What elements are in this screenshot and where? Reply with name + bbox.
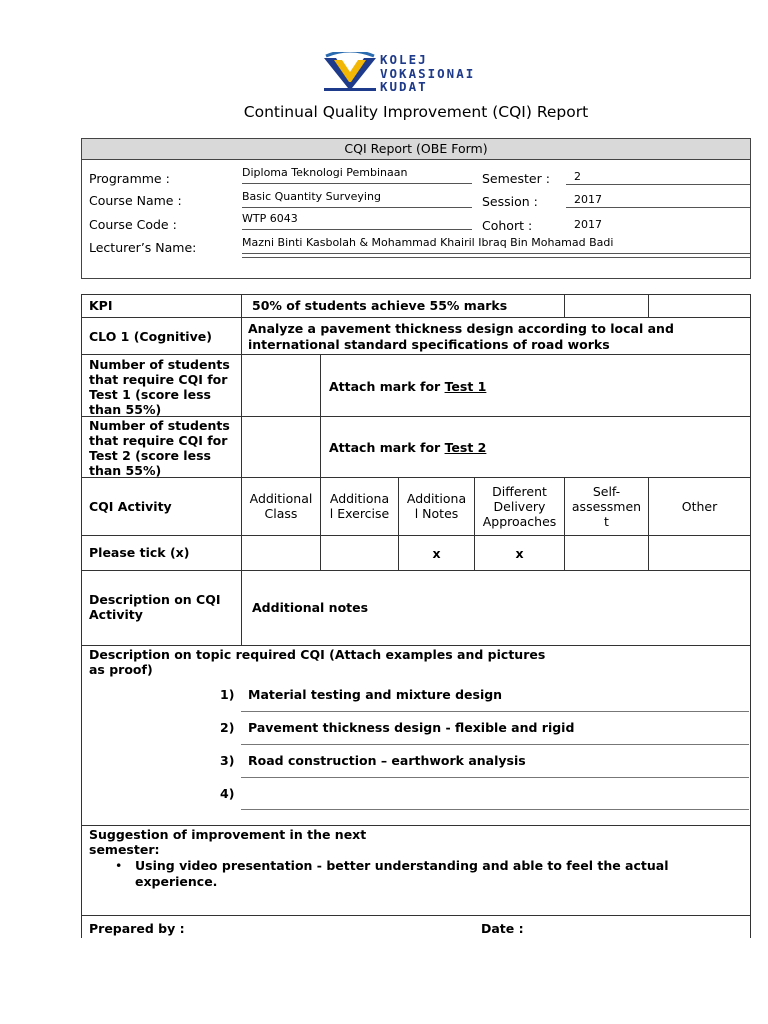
description-value: Additional notes (252, 600, 369, 615)
form-header: CQI Report (OBE Form) (82, 139, 750, 160)
course-code-value: WTP 6043 (242, 212, 472, 230)
blank-line (242, 257, 750, 258)
lecturer-label: Lecturer’s Name: (89, 240, 197, 255)
programme-label: Programme : (89, 171, 170, 186)
page-title: Continual Quality Improvement (CQI) Report (243, 103, 589, 121)
college-logo (322, 52, 492, 100)
test1-label: Number of students that require CQI for Test 1 (score less than 55%) (89, 357, 230, 417)
tick-different-delivery[interactable]: x (515, 546, 524, 561)
suggestion-item-line-2: experience. (135, 874, 218, 889)
activity-col-self-assessment: Self- assessmen t (571, 484, 642, 529)
cqi-activity-label: CQI Activity (89, 499, 172, 514)
suggestion-item-line-1: Using video presentation - better understanding and able to feel the actual (135, 858, 669, 873)
topic-3-number: 3) (220, 753, 235, 768)
topic-label-line-1: Description on topic required CQI (Attach examples and pictures (89, 647, 546, 662)
obe-form-box (81, 138, 751, 279)
tick-additional-notes[interactable]: x (432, 546, 441, 561)
logo-line-1: KOLEJ (380, 52, 428, 67)
semester-value: 2 (566, 170, 750, 185)
course-name-label: Course Name : (89, 193, 182, 208)
test1-link[interactable]: Test 1 (444, 379, 487, 394)
suggestion-label-line-1: Suggestion of improvement in the next (89, 827, 367, 842)
semester-label: Semester : (482, 171, 550, 186)
topic-label-line-2: as proof) (89, 662, 153, 677)
please-tick-label: Please tick (x) (89, 545, 190, 560)
kpi-value: 50% of students achieve 55% marks (252, 298, 508, 313)
topic-1-text: Material testing and mixture design (248, 687, 503, 702)
session-value: 2017 (566, 193, 750, 208)
logo-line-2: VOKASIONAI (380, 65, 476, 81)
clo-value-line-2: international standard specifications of road works (248, 337, 610, 352)
activity-col-additional-notes: Additiona l Notes (406, 491, 467, 521)
course-code-label: Course Code : (89, 217, 177, 232)
logo-line-3: KUDAT (380, 79, 428, 94)
topic-2-number: 2) (220, 720, 235, 735)
activity-col-additional-class: Additional Class (249, 491, 313, 521)
test2-link[interactable]: Test 2 (444, 440, 487, 455)
clo-label: CLO 1 (Cognitive) (89, 329, 212, 344)
topic-2-text: Pavement thickness design - flexible and rigid (248, 720, 575, 735)
course-name-value: Basic Quantity Surveying (242, 190, 472, 208)
suggestion-label-line-2: semester: (89, 842, 160, 857)
activity-col-other: Other (681, 499, 718, 514)
bullet-icon: • (115, 858, 123, 873)
cohort-label: Cohort : (482, 218, 533, 233)
kpi-label: KPI (89, 298, 113, 313)
test2-attach: Attach mark for Test 2 (329, 440, 487, 455)
activity-col-different-delivery: Different Delivery Approaches (482, 484, 557, 529)
logo-emblem-icon (322, 52, 378, 92)
topic-4-number: 4) (220, 786, 235, 801)
topic-3-text: Road construction – earthwork analysis (248, 753, 526, 768)
cohort-value: 2017 (574, 218, 602, 231)
cqi-table (81, 294, 751, 938)
description-label: Description on CQI Activity (89, 592, 221, 622)
activity-col-additional-exercise: Additiona l Exercise (329, 491, 390, 521)
lecturer-value: Mazni Binti Kasbolah & Mohammad Khairil Ibraq Bin Mohamad Badi (242, 236, 750, 254)
date-label: Date : (481, 921, 524, 936)
test2-label: Number of students that require CQI for Test 2 (score less than 55%) (89, 418, 230, 478)
session-label: Session : (482, 194, 538, 209)
topic-1-number: 1) (220, 687, 235, 702)
programme-value: Diploma Teknologi Pembinaan (242, 166, 472, 184)
test1-attach: Attach mark for Test 1 (329, 379, 487, 394)
clo-value-line-1: Analyze a pavement thickness design according to local and (248, 321, 674, 336)
prepared-by-label: Prepared by : (89, 921, 185, 936)
